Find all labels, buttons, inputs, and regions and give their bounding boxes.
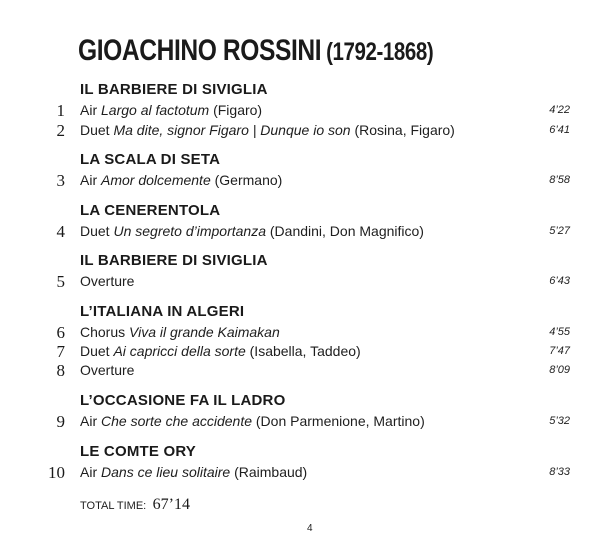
section-title: LA CENERENTOLA: [80, 202, 221, 219]
total-time: [80, 496, 190, 514]
track-time: 4’55: [549, 326, 570, 338]
composer-name: GIOACHINO ROSSINI: [78, 34, 322, 67]
track-work: Ai capricci della sorte: [113, 343, 246, 359]
track-singers: (Isabella, Taddeo): [249, 343, 361, 359]
track-singers: (Raimbaud): [234, 464, 308, 480]
track-description: [80, 122, 455, 138]
track-type: Chorus: [80, 324, 126, 340]
track-number: 8: [56, 361, 65, 380]
section-title: L’OCCASIONE FA IL LADRO: [80, 392, 286, 409]
track-number: 1: [56, 101, 65, 120]
track-work: Dans ce lieu solitaire: [101, 464, 231, 480]
track-description: [80, 223, 424, 239]
section-title: IL BARBIERE DI SIVIGLIA: [80, 81, 268, 98]
track-number: 10: [48, 463, 65, 482]
track-row: [0, 272, 600, 292]
page-title: [78, 34, 433, 68]
track-work: Largo al factotum: [101, 102, 210, 118]
composer-dates: (1792-1868): [326, 38, 434, 66]
track-type: Duet: [80, 223, 110, 239]
track-type: Air: [80, 413, 98, 429]
track-type: Air: [80, 464, 98, 480]
track-number: 4: [56, 222, 65, 241]
track-row: [0, 101, 600, 121]
track-type: Air: [80, 102, 98, 118]
track-description: [80, 413, 425, 429]
track-row: [0, 171, 600, 191]
track-row: [0, 222, 600, 242]
track-type: Overture: [80, 362, 135, 378]
track-type: Duet: [80, 343, 110, 359]
track-description: [80, 343, 361, 359]
track-work: Che sorte che accidente: [101, 413, 252, 429]
track-work: Amor dolcemente: [101, 172, 211, 188]
track-description: [80, 273, 134, 289]
total-time-label: TOTAL TIME:: [80, 500, 147, 512]
track-time: 8’09: [549, 364, 570, 376]
track-row: [0, 121, 600, 141]
track-row: [0, 342, 600, 362]
track-number: 3: [56, 171, 65, 190]
track-type: Duet: [80, 122, 110, 138]
track-time: 5’32: [549, 415, 570, 427]
track-number: 5: [56, 272, 65, 291]
track-singers: (Figaro): [213, 102, 263, 118]
track-number: 9: [56, 412, 65, 431]
page-number: 4: [307, 523, 313, 534]
track-time: 6’43: [549, 275, 570, 287]
section-title: LE COMTE ORY: [80, 443, 197, 460]
total-time-value: 67’14: [152, 496, 190, 513]
section-title: L’ITALIANA IN ALGERI: [80, 303, 245, 320]
track-description: [80, 172, 282, 188]
track-number: 7: [56, 342, 65, 361]
track-description: [80, 464, 307, 480]
track-row: [0, 412, 600, 432]
section-title: LA SCALA DI SETA: [80, 151, 221, 168]
track-singers: (Germano): [214, 172, 283, 188]
track-time: 8’58: [549, 174, 570, 186]
track-work: Viva il grande Kaimakan: [129, 324, 280, 340]
track-time: 7’47: [549, 345, 570, 357]
track-description: [80, 362, 134, 378]
track-singers: (Rosina, Figaro): [354, 122, 455, 138]
track-type: Air: [80, 172, 98, 188]
track-time: 5’27: [549, 225, 570, 237]
track-number: 6: [56, 323, 65, 342]
track-row: [0, 323, 600, 343]
track-singers: (Dandini, Don Magnifico): [269, 223, 424, 239]
track-time: 8’33: [549, 466, 570, 478]
track-description: [80, 324, 280, 340]
track-number: 2: [56, 121, 65, 140]
track-type: Overture: [80, 273, 135, 289]
track-singers: (Don Parmenione, Martino): [255, 413, 425, 429]
track-work: Un segreto d’importanza: [113, 223, 266, 239]
track-time: 4’22: [549, 104, 570, 116]
track-description: [80, 102, 262, 118]
track-work: Ma dite, signor Figaro | Dunque io son: [113, 122, 351, 138]
track-time: 6’41: [549, 124, 570, 136]
track-row: [0, 463, 600, 483]
section-title: IL BARBIERE DI SIVIGLIA: [80, 252, 268, 269]
track-row: [0, 361, 600, 381]
